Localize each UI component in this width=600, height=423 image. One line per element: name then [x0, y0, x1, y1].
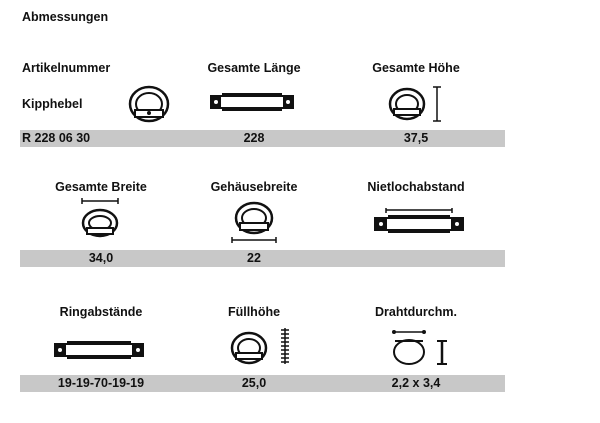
ring-mechanism-top-icon: [210, 90, 294, 114]
header-fuellhoehe: Füllhöhe: [227, 305, 281, 319]
value-bar-3: [20, 375, 505, 392]
wire-diameter-icon: [388, 328, 454, 368]
value-bar-2: [20, 250, 505, 267]
value-drahtdurchm: 2,2 x 3,4: [391, 376, 441, 390]
page-title: Abmessungen: [22, 10, 109, 24]
rivet-hole-distance-icon: [374, 208, 464, 234]
ring-width-icon: [78, 197, 122, 239]
header-artikelnummer: Artikelnummer: [22, 61, 111, 75]
value-bar-1: [20, 130, 505, 147]
ring-height-icon: [387, 84, 445, 124]
fill-height-icon: [229, 326, 293, 368]
product-label: Kipphebel: [22, 97, 83, 111]
value-gesamte-laenge: 228: [243, 131, 265, 145]
header-drahtdurchm: Drahtdurchm.: [375, 305, 457, 319]
housing-width-icon: [228, 200, 280, 244]
header-gesamte-breite: Gesamte Breite: [55, 180, 147, 194]
header-gesamte-hoehe: Gesamte Höhe: [372, 61, 460, 75]
value-gehaeusebreite: 22: [247, 251, 261, 265]
header-gesamte-laenge: Gesamte Länge: [207, 61, 301, 75]
header-nietlochabstand: Nietlochabstand: [367, 180, 465, 194]
value-fuellhoehe: 25,0: [241, 376, 267, 390]
ring-spacing-icon: [54, 338, 144, 362]
value-artikelnummer: R 228 06 30: [22, 131, 91, 145]
value-gesamte-hoehe: 37,5: [403, 131, 429, 145]
header-gehaeusebreite: Gehäusebreite: [210, 180, 298, 194]
header-ringabstaende: Ringabstände: [59, 305, 143, 319]
ring-mechanism-side-icon: [127, 82, 175, 124]
value-ringabstaende: 19-19-70-19-19: [57, 376, 145, 390]
value-gesamte-breite: 34,0: [88, 251, 114, 265]
